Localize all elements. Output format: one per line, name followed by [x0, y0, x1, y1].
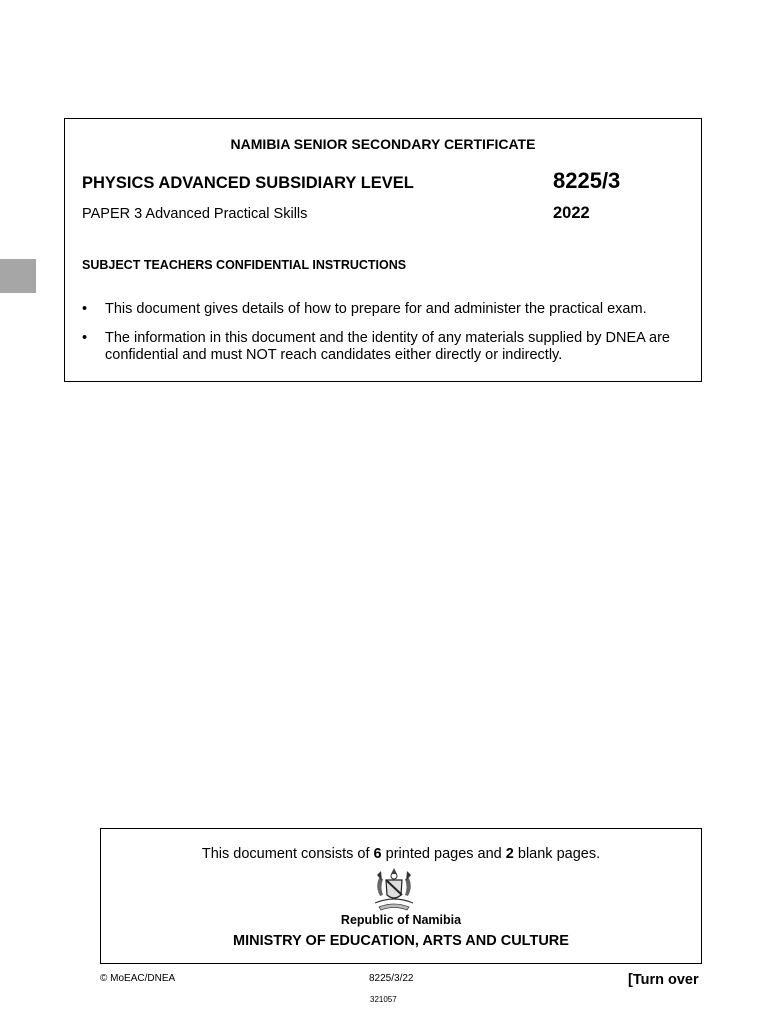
footer-paper-code: 8225/3/22 [369, 973, 414, 984]
paper-code: 8225/3 [553, 168, 621, 193]
publication-box [100, 828, 702, 964]
page-count-middle: printed pages and [381, 846, 506, 862]
list-item-text: The information in this document and the identity of any materials supplied by DNEA are confidential and must NOT reach candidates either directly or indirectly. [105, 330, 670, 363]
instruction-list [82, 301, 692, 376]
side-tab-marker [0, 259, 36, 293]
page-count-suffix: blank pages. [513, 846, 601, 862]
turn-over-text: [Turn over [628, 972, 699, 988]
list-item [82, 330, 692, 364]
paper-year: 2022 [553, 204, 590, 222]
subject-title: PHYSICS ADVANCED SUBSIDIARY LEVEL [82, 174, 414, 192]
bullet-icon: • [82, 330, 88, 346]
republic-label: Republic of Namibia [340, 913, 462, 927]
paper-name: PAPER 3 Advanced Practical Skills [82, 206, 308, 222]
page-count-note [101, 846, 701, 862]
list-item [82, 301, 692, 318]
serial-number: 321057 [370, 995, 397, 1004]
header-box [64, 118, 702, 382]
list-item-text: This document gives details of how to prepare for and administer the practical exam. [105, 301, 647, 317]
namibia-coat-of-arms-icon [369, 865, 419, 913]
certificate-title: NAMIBIA SENIOR SECONDARY CERTIFICATE [230, 136, 536, 152]
instructions-heading: SUBJECT TEACHERS CONFIDENTIAL INSTRUCTIONS [82, 258, 407, 272]
blank-page-count: 2 [505, 846, 514, 862]
ministry-label: MINISTRY OF EDUCATION, ARTS AND CULTURE [233, 933, 569, 949]
printed-page-count: 6 [373, 846, 382, 862]
bullet-icon: • [82, 301, 88, 317]
copyright-text: © MoEAC/DNEA [100, 973, 176, 984]
page-count-prefix: This document consists of [201, 846, 374, 862]
